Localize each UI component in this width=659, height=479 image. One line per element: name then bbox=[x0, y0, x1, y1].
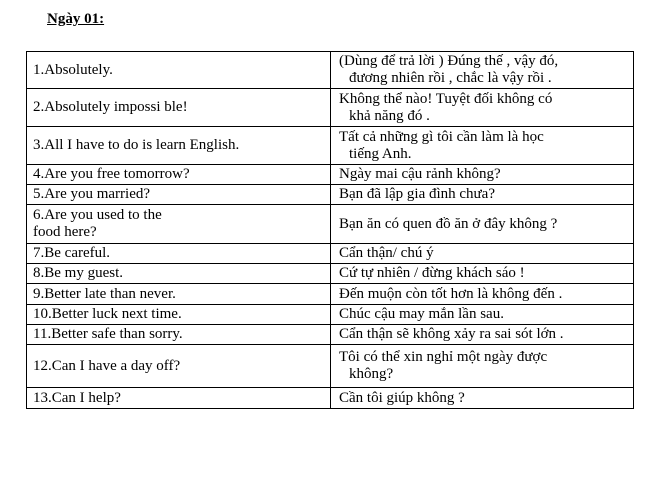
vietnamese-meaning-line: Tôi có thể xin nghỉ một ngày được bbox=[339, 349, 548, 365]
table-row bbox=[27, 264, 634, 284]
vietnamese-meaning-cell bbox=[331, 244, 634, 264]
table-row bbox=[27, 325, 634, 345]
phrase-table bbox=[26, 51, 634, 409]
vietnamese-meaning-line: Cứ tự nhiên / đừng khách sáo ! bbox=[339, 265, 525, 281]
english-phrase: 13.Can I help? bbox=[33, 389, 121, 406]
table-row bbox=[27, 305, 634, 325]
table-row bbox=[27, 345, 634, 388]
vietnamese-meaning-line: Ngày mai cậu rảnh không? bbox=[339, 166, 501, 182]
english-phrase: 7.Be careful. bbox=[33, 245, 111, 261]
english-phrase: 8.Be my guest. bbox=[33, 265, 123, 281]
english-phrase-cell bbox=[27, 305, 331, 325]
table-row bbox=[27, 127, 634, 165]
vietnamese-meaning-cell bbox=[331, 264, 634, 284]
vietnamese-meaning-line: Cẩn thận sẽ không xảy ra sai sót lớn . bbox=[339, 326, 564, 342]
table-row bbox=[27, 388, 634, 409]
english-phrase-cell bbox=[27, 325, 331, 345]
english-phrase: 10.Better luck next time. bbox=[33, 306, 182, 322]
vietnamese-meaning-line: Tất cả những gì tôi cần làm là học bbox=[339, 128, 544, 145]
vietnamese-meaning-line: Chúc cậu may mắn lần sau. bbox=[339, 306, 504, 322]
table-row bbox=[27, 89, 634, 127]
table-row bbox=[27, 244, 634, 264]
english-phrase: 4.Are you free tomorrow? bbox=[33, 166, 190, 182]
table-row bbox=[27, 284, 634, 305]
table-row bbox=[27, 185, 634, 205]
vietnamese-meaning-line: Bạn đã lập gia đình chưa? bbox=[339, 186, 495, 202]
english-phrase-cell bbox=[27, 165, 331, 185]
vietnamese-meaning-line: tiếng Anh. bbox=[349, 145, 412, 162]
english-phrase: 1.Absolutely. bbox=[33, 61, 113, 78]
vietnamese-meaning-cell bbox=[331, 284, 634, 305]
vietnamese-meaning-line: không? bbox=[349, 366, 394, 382]
english-phrase: 9.Better late than never. bbox=[33, 285, 176, 302]
vietnamese-meaning-cell bbox=[331, 127, 634, 165]
vietnamese-meaning-line: (Dùng để trả lời ) Đúng thế , vậy đó, bbox=[339, 53, 559, 69]
vietnamese-meaning-line: Bạn ăn có quen đồ ăn ở đây không ? bbox=[339, 215, 558, 232]
english-phrase: 2.Absolutely impossi ble! bbox=[33, 99, 188, 115]
english-phrase-cell bbox=[27, 205, 331, 244]
english-phrase-cell bbox=[27, 52, 331, 89]
english-phrase: 3.All I have to do is learn English. bbox=[33, 137, 240, 153]
vietnamese-meaning-line: Không thể nào! Tuyệt đối không có bbox=[339, 90, 553, 107]
english-phrase-cell bbox=[27, 244, 331, 264]
english-phrase-line: food here? bbox=[33, 224, 97, 240]
table-row bbox=[27, 52, 634, 89]
vietnamese-meaning-cell bbox=[331, 205, 634, 244]
vietnamese-meaning-cell bbox=[331, 52, 634, 89]
vietnamese-meaning-line: đương nhiên rồi , chắc là vậy rồi . bbox=[349, 70, 552, 86]
english-phrase-line: 6.Are you used to the bbox=[33, 207, 162, 223]
english-phrase-cell bbox=[27, 388, 331, 409]
english-phrase-cell bbox=[27, 264, 331, 284]
vietnamese-meaning-cell bbox=[331, 388, 634, 409]
vietnamese-meaning-cell bbox=[331, 305, 634, 325]
english-phrase-cell bbox=[27, 345, 331, 388]
english-phrase: 12.Can I have a day off? bbox=[33, 357, 181, 374]
vietnamese-meaning-line: Đến muộn còn tốt hơn là không đến . bbox=[339, 285, 563, 302]
vietnamese-meaning-cell bbox=[331, 325, 634, 345]
english-phrase: 11.Better safe than sorry. bbox=[33, 326, 183, 342]
table-row bbox=[27, 205, 634, 244]
vietnamese-meaning-line: Cần tôi giúp không ? bbox=[339, 389, 465, 406]
english-phrase-cell bbox=[27, 89, 331, 127]
day-heading: Ngày 01: bbox=[47, 11, 105, 27]
english-phrase-cell bbox=[27, 284, 331, 305]
vietnamese-meaning-line: khả năng đó . bbox=[349, 107, 430, 124]
vietnamese-meaning-cell bbox=[331, 89, 634, 127]
table-row bbox=[27, 165, 634, 185]
english-phrase-cell bbox=[27, 127, 331, 165]
vietnamese-meaning-cell bbox=[331, 185, 634, 205]
english-phrase: 5.Are you married? bbox=[33, 186, 151, 202]
vietnamese-meaning-cell bbox=[331, 345, 634, 388]
vietnamese-meaning-cell bbox=[331, 165, 634, 185]
vietnamese-meaning-line: Cẩn thận/ chú ý bbox=[339, 245, 434, 261]
english-phrase-cell bbox=[27, 185, 331, 205]
